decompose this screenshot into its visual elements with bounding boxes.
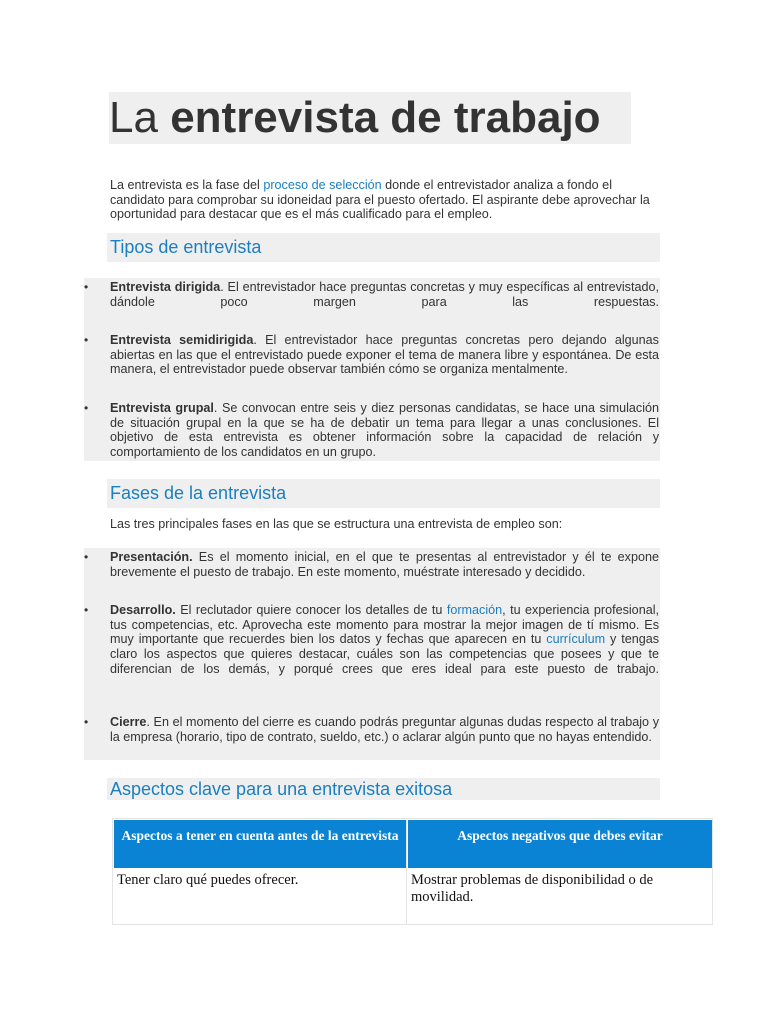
link-curriculum[interactable]: currículum [546,632,606,647]
bullet-icon: • [84,280,89,294]
list-item-text [110,333,659,377]
item-text: . Se convocan entre seis y diez personas candidatas, se hace una simulación de situación grupal en la que se ha de debatir un tema para llegar a unas conclusiones. El objetivo de esta entrevista es obtener información sobre la capacidad de relación y comportamiento de los candidatos en un grupo. [110,401,659,460]
list-item-text [110,550,659,579]
heading-tipos: Tipos de entrevista [107,233,660,262]
item-bold: Entrevista grupal [110,401,214,415]
item-text: El reclutador quiere conocer los detalles de tu [175,603,447,617]
item-bold: Entrevista semidirigida [110,333,254,347]
bullet-icon: • [84,401,89,415]
table-cell: Tener claro qué puedes ofrecer. [117,872,299,888]
item-bold: Cierre [110,715,147,729]
bullet-icon: • [84,550,89,564]
page-title [109,92,631,144]
item-bold: Entrevista dirigida [110,280,221,294]
item-bold: Presentación. [110,550,193,564]
bullet-icon: • [84,333,89,347]
list-item-text [110,401,659,460]
table-header-evitar: Aspectos negativos que debes evitar [408,820,712,868]
list-item-text [110,715,659,744]
heading-fases: Fases de la entrevista [107,479,660,508]
table-cell: Mostrar problemas de disponibilidad o de movilidad. [411,872,654,905]
intro-text-cont: donde el entrevistador analiza a fondo el candidato para comprobar su idoneidad para el puesto ofertado. El aspirante debe aprovechar la oportunidad para destacar que es el más cualificado para el empleo. [110,178,650,222]
table-header-antes: Aspectos a tener en cuenta antes de la entrevista [114,820,406,868]
bullet-icon: • [84,715,89,729]
item-text: Es el momento inicial, en el que te presentas al entrevistador y él te expone brevemente el puesto de trabajo. En este momento, muéstrate interesado y decidido. [110,550,659,579]
item-text: . El entrevistador hace preguntas concretas pero dejando algunas abiertas en las que el entrevistado puede exponer el tema de manera libre y espontánea. De esta manera, el entrevistador puede observar también cómo se organiza mentalmente. [110,333,659,377]
link-proceso-seleccion[interactable]: proceso de selección [263,178,382,192]
item-text: . El entrevistador hace preguntas concretas y muy específicas al entrevistado, dándole poco margen para las respuestas. [110,280,659,309]
fases-lead: Las tres principales fases en las que se estructura una entrevista de empleo son: [110,517,563,531]
link-formacion[interactable]: formación [446,603,503,617]
table-column-divider [406,819,407,924]
intro-text: La entrevista es la fase del [110,178,264,192]
title-light: La [109,93,158,142]
item-text: . En el momento del cierre es cuando podrás preguntar algunas dudas respecto al trabajo y la empresa (horario, tipo de contrato, sueldo, etc.) o aclarar algún punto que no hayas entendido. [110,715,659,744]
list-item-text [110,603,659,677]
intro-paragraph [110,178,660,222]
item-text: y tengas claro los aspectos que quieres destacar, cuáles son las competencias que posees y que te diferencian de los demás, y porqué crees que eres ideal para este puesto de trabajo. [110,632,660,676]
title-bold: entrevista de trabajo [170,93,601,142]
bullet-icon: • [84,603,89,617]
list-item-text [110,280,659,309]
item-bold: Desarrollo. [110,603,176,617]
aspectos-table [112,818,713,925]
heading-aspectos: Aspectos clave para una entrevista exitosa [107,778,660,800]
item-text: , tu experiencia profesional, tus competencias, etc. Aprovecha este momento para mostrar la mejor imagen de tí mismo. Es muy importante que recuerdes bien los datos y fechas que aparecen en tu [110,603,659,647]
